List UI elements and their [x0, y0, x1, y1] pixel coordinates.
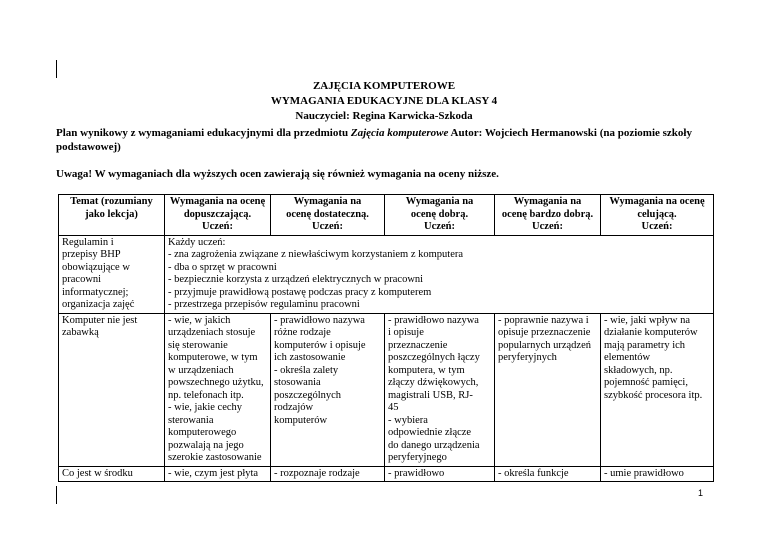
cell-line: opisuje przeznaczenie	[498, 327, 591, 338]
cell-line: elementów	[604, 352, 651, 363]
cell-line: Komputer nie jest	[62, 314, 138, 326]
cell-line: peryferyjnych	[498, 352, 557, 363]
cell-line: pracowni	[62, 274, 102, 285]
header-topic	[59, 195, 165, 236]
header-grade-3	[271, 195, 385, 236]
cell-line: mają parametry ich	[604, 339, 686, 351]
cell-line: Uczeń:	[532, 221, 563, 232]
cell-line: - przyjmuje prawidłową postawę podczas pracy z komputerem	[168, 286, 432, 298]
requirement-cell	[601, 313, 714, 466]
cell-line: Uczeń:	[641, 221, 673, 232]
cell-line: szybkość procesora itp.	[604, 389, 703, 401]
cell-line: pozwalają na jego	[168, 439, 244, 451]
cell-line: i opisuje	[388, 327, 424, 338]
cell-line: 45	[388, 402, 399, 413]
cell-line: Temat (rozumiany	[70, 196, 153, 207]
cell-line: komputerów i opisuje	[274, 339, 366, 351]
cell-line: Wymagania na ocenę	[169, 196, 266, 207]
table-row	[59, 313, 714, 466]
cell-line: - wie, czym jest płyta	[168, 467, 259, 479]
crop-mark-top	[56, 60, 57, 78]
document-title: ZAJĘCIA KOMPUTEROWE	[312, 80, 456, 92]
cell-line: jako lekcja)	[85, 208, 138, 220]
cell-line: obowiązujące w	[62, 261, 130, 273]
requirement-cell	[385, 313, 495, 466]
header-grade-4	[385, 195, 495, 236]
cell-line: komputerów	[274, 414, 328, 426]
cell-line: pojemność pamięci,	[604, 377, 688, 388]
cell-line: - wybiera	[388, 414, 428, 426]
cell-line: ocenę dobrą.	[410, 208, 469, 220]
teacher-line: Nauczyciel: Regina Karwicka-Szkoda	[295, 110, 473, 122]
cell-line: - rozpoznaje rodzaje	[274, 467, 360, 479]
cell-line: dopuszczającą.	[183, 208, 252, 220]
cell-line: magistrali USB, RJ-	[388, 389, 473, 401]
requirement-cell	[271, 466, 385, 482]
cell-line: Regulamin i	[62, 236, 114, 248]
cell-line: przeznaczenie	[388, 339, 448, 351]
cell-line: do danego urządzenia	[388, 439, 480, 451]
cell-line: poszczególnych	[274, 389, 342, 401]
cell-line: rodzajów	[274, 402, 314, 413]
cell-line: Wymagania na	[513, 196, 582, 207]
requirement-cell	[271, 313, 385, 466]
header-grade-5	[495, 195, 601, 236]
cell-line: - określa funkcje	[498, 467, 569, 479]
cell-line: informatycznej;	[62, 286, 129, 298]
header-grade-6	[601, 195, 714, 236]
cell-line: celującą.	[637, 208, 677, 220]
cell-line: - przestrzega przepisów regulaminu pracowni	[168, 299, 360, 310]
cell-line: komputera, w tym	[388, 364, 465, 376]
header-row	[59, 195, 714, 236]
cell-line: - wie, w jakich	[168, 314, 231, 326]
requirement-cell	[601, 466, 714, 482]
cell-line: - wie, jakie cechy	[168, 402, 243, 413]
cell-line: - wie, jaki wpływ na	[604, 314, 691, 326]
cell-line: Uczeń:	[312, 221, 343, 232]
cell-line: - dba o sprzęt w pracowni	[168, 261, 277, 273]
requirement-cell	[165, 313, 271, 466]
plan-suffix: Autor: Wojciech Hermanowski (na poziomie szkoły podstawowej)	[56, 127, 692, 153]
cell-line: się sterowanie	[168, 339, 228, 351]
cell-line: złączy dźwiękowych,	[388, 377, 479, 388]
cell-line: Wymagania na ocenę	[609, 196, 705, 207]
cell-line: Wymagania na	[293, 196, 362, 207]
cell-line: poszczególnych łączy	[388, 352, 480, 363]
cell-line: odpowiednie złącze	[388, 427, 472, 438]
cell-line: peryferyjnego	[388, 452, 447, 463]
plan-subject: Zajęcia komputerowe	[350, 127, 449, 139]
cell-line: różne rodzaje	[274, 327, 331, 338]
cell-line: Uczeń:	[424, 221, 455, 232]
cell-line: - prawidłowo nazywa	[388, 314, 479, 326]
cell-line: - prawidłowo nazywa	[274, 314, 365, 326]
cell-line: urządzeniach stosuje	[168, 327, 256, 338]
page-number: 1	[698, 488, 704, 498]
cell-line: przepisy BHP	[62, 249, 121, 260]
cell-line: ich zastosowanie	[274, 352, 346, 363]
plan-prefix: Plan wynikowy z wymaganiami edukacyjnymi dla przedmiotu	[56, 127, 351, 139]
crop-mark-bottom	[56, 486, 57, 504]
header-grade-2	[165, 195, 271, 236]
topic-cell	[59, 235, 165, 313]
cell-line: komputerowego	[168, 427, 237, 438]
cell-line: - poprawnie nazywa i	[498, 314, 589, 326]
table-row	[59, 466, 714, 482]
plan-description	[56, 126, 716, 154]
cell-line: - zna zagrożenia związane z niewłaściwym korzystaniem z komputera	[168, 249, 464, 260]
cell-line: - umie prawidłowo	[604, 467, 684, 479]
cell-line: sterowania	[168, 414, 214, 426]
cell-line: ocenę bardzo dobrą.	[501, 208, 594, 220]
cell-line: powszechnego użytku,	[168, 377, 264, 388]
cell-line: Każdy uczeń:	[168, 236, 226, 248]
cell-line: - prawidłowo	[388, 467, 445, 479]
cell-line: komputerowe, w tym	[168, 352, 258, 363]
document-subtitle: WYMAGANIA EDUKACYJNE DLA KLASY 4	[270, 95, 498, 107]
merged-requirements-cell	[165, 235, 714, 313]
topic-cell	[59, 466, 165, 482]
requirements-table	[58, 194, 714, 482]
cell-line: np. telefonach itp.	[168, 389, 244, 401]
topic-cell	[59, 313, 165, 466]
cell-line: Co jest w środku	[62, 467, 133, 479]
cell-line: zabawką	[62, 327, 99, 338]
cell-line: - bezpiecznie korzysta z urządzeń elektrycznych w pracowni	[168, 274, 424, 285]
cell-line: szerokie zastosowanie	[168, 452, 262, 463]
cell-line: Wymagania na	[405, 196, 474, 207]
cell-line: stosowania	[274, 377, 321, 388]
cell-line: organizacja zajęć	[62, 299, 135, 310]
requirement-cell	[495, 466, 601, 482]
cell-line: Uczeń:	[202, 221, 233, 232]
requirement-cell	[165, 466, 271, 482]
cell-line: działanie komputerów	[604, 327, 698, 338]
cell-line: ocenę dostateczną.	[286, 208, 369, 220]
requirement-cell	[495, 313, 601, 466]
table-row	[59, 235, 714, 313]
requirement-cell	[385, 466, 495, 482]
cell-line: popularnych urządzeń	[498, 339, 591, 351]
note: Uwaga! W wymaganiach dla wyższych ocen zawierają się również wymagania na oceny niższe.	[56, 168, 499, 180]
cell-line: - określa zalety	[274, 364, 339, 376]
cell-line: w urządzeniach	[168, 364, 234, 376]
cell-line: składowych, np.	[604, 364, 673, 376]
